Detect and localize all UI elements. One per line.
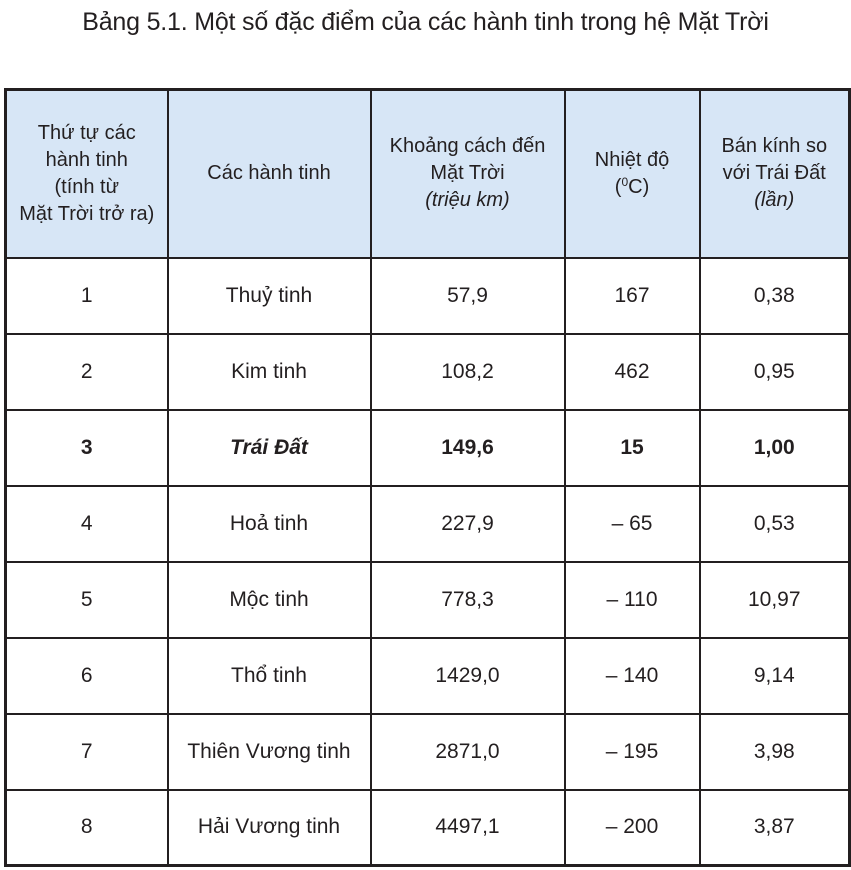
cell-distance: 4497,1 (371, 790, 565, 866)
header-radius-line: Bán kính so (721, 135, 828, 158)
cell-planet: Kim tinh (168, 334, 371, 410)
cell-order: 5 (6, 562, 168, 638)
cell-order: 7 (6, 714, 168, 790)
cell-radius: 10,97 (700, 562, 850, 638)
cell-planet: Thuỷ tinh (168, 258, 371, 334)
cell-planet: Hải Vương tinh (168, 790, 371, 866)
header-temperature-unit (570, 174, 695, 201)
cell-planet: Thiên Vương tinh (168, 714, 371, 790)
header-radius (700, 90, 850, 258)
header-distance-unit: (triệu km) (425, 189, 510, 212)
cell-temperature: 167 (565, 258, 700, 334)
cell-distance: 1429,0 (371, 638, 565, 714)
header-order-line: Mặt Trời trở ra) (19, 202, 155, 225)
header-planet: Các hành tinh (168, 90, 371, 258)
cell-radius: 3,87 (700, 790, 850, 866)
cell-temperature: – 195 (565, 714, 700, 790)
header-order-line: (tính từ (54, 175, 120, 198)
cell-temperature: – 140 (565, 638, 700, 714)
cell-distance: 778,3 (371, 562, 565, 638)
header-distance-line: Khoảng cách đến (389, 135, 546, 158)
cell-temperature: 15 (565, 410, 700, 486)
header-distance (371, 90, 565, 258)
header-row (6, 90, 850, 258)
cell-radius: 3,98 (700, 714, 850, 790)
planets-table (4, 88, 851, 867)
cell-distance: 57,9 (371, 258, 565, 334)
table-row (6, 638, 850, 714)
cell-radius: 0,53 (700, 486, 850, 562)
cell-planet: Thổ tinh (168, 638, 371, 714)
header-order-line: Thứ tự các (37, 121, 136, 144)
table-row (6, 714, 850, 790)
table-row-earth (6, 410, 850, 486)
header-temperature-label: Nhiệt độ (594, 148, 670, 171)
table-row (6, 334, 850, 410)
cell-order: 8 (6, 790, 168, 866)
cell-distance: 108,2 (371, 334, 565, 410)
table-body (6, 258, 850, 866)
cell-order: 1 (6, 258, 168, 334)
header-radius-line: với Trái Đất (722, 162, 826, 185)
cell-temperature: 462 (565, 334, 700, 410)
cell-radius: 1,00 (700, 410, 850, 486)
cell-order: 6 (6, 638, 168, 714)
header-order (6, 90, 168, 258)
cell-radius: 0,95 (700, 334, 850, 410)
header-temperature (565, 90, 700, 258)
cell-planet: Mộc tinh (168, 562, 371, 638)
cell-radius: 0,38 (700, 258, 850, 334)
unit-open: ( (614, 175, 622, 198)
cell-temperature: – 65 (565, 486, 700, 562)
cell-order: 4 (6, 486, 168, 562)
header-radius-unit: (lần) (754, 189, 795, 212)
cell-distance: 227,9 (371, 486, 565, 562)
header-order-line: hành tinh (45, 148, 128, 171)
header-distance-line: Mặt Trời (430, 162, 505, 185)
unit-close: C) (628, 175, 650, 198)
cell-planet: Hoả tinh (168, 486, 371, 562)
table-header (6, 90, 850, 258)
table-row (6, 790, 850, 866)
cell-temperature: – 200 (565, 790, 700, 866)
table-row (6, 486, 850, 562)
cell-order: 2 (6, 334, 168, 410)
cell-radius: 9,14 (700, 638, 850, 714)
table-row (6, 562, 850, 638)
cell-order: 3 (6, 410, 168, 486)
degree-sup: 0 (621, 174, 629, 189)
cell-planet: Trái Đất (168, 410, 371, 486)
cell-temperature: – 110 (565, 562, 700, 638)
cell-distance: 2871,0 (371, 714, 565, 790)
cell-distance: 149,6 (371, 410, 565, 486)
table-caption: Bảng 5.1. Một số đặc điểm của các hành tinh trong hệ Mặt Trời (82, 8, 769, 36)
table-row (6, 258, 850, 334)
